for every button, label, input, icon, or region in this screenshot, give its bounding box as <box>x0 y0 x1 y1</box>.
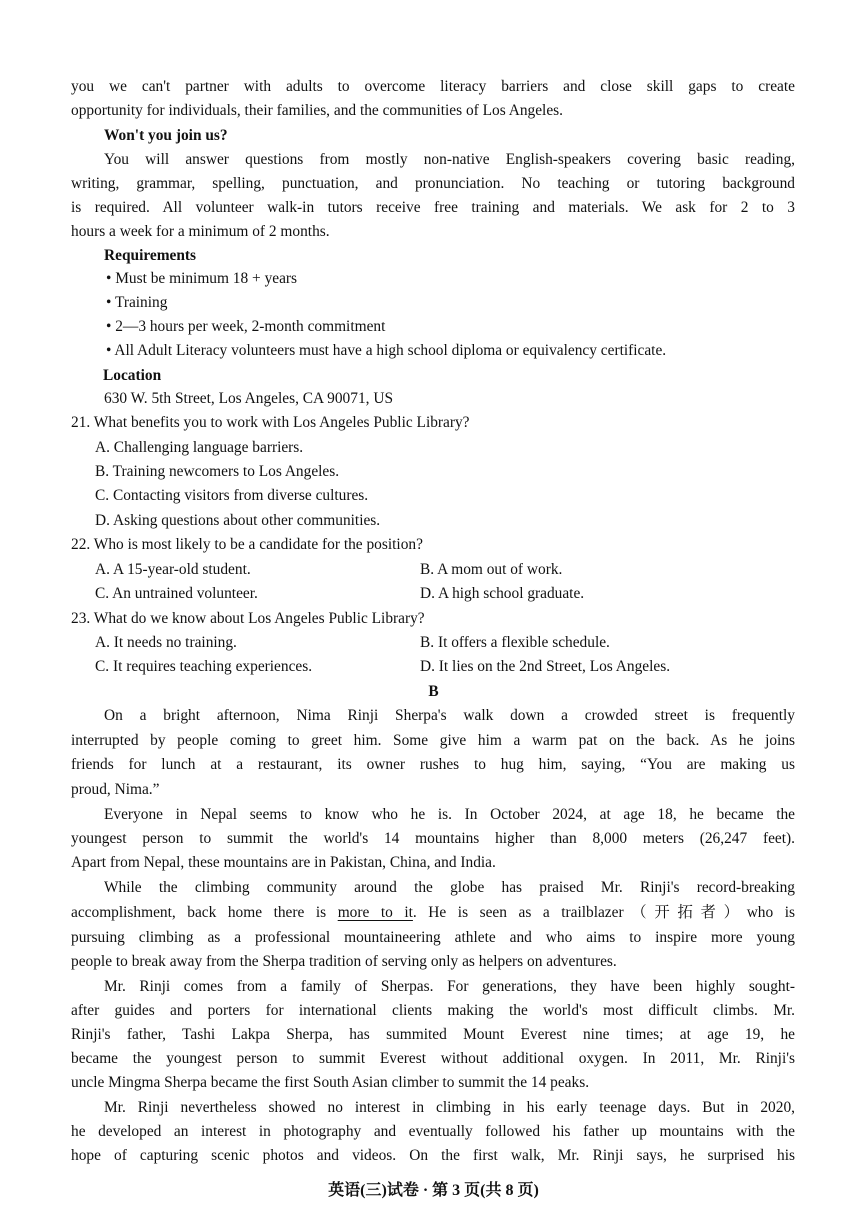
requirement-item: • Training <box>106 294 168 311</box>
join-paragraph-line: writing, grammar, spelling, punctuation, and pronunciation. No teaching or tutoring background <box>71 175 795 192</box>
question-stem: 22. Who is most likely to be a candidate for the position? <box>71 536 423 553</box>
passage-line: hope of capturing scenic photos and videos. On the first walk, Mr. Rinji says, he surprised his <box>71 1147 795 1164</box>
passage-text: accomplishment, back home there is <box>71 904 338 921</box>
requirement-item: • All Adult Literacy volunteers must have a high school diploma or equivalency certificate. <box>106 342 667 359</box>
passage-line <box>71 903 795 923</box>
intro-line: opportunity for individuals, their families, and the communities of Los Angeles. <box>71 102 563 119</box>
passage-line: Everyone in Nepal seems to know who he is. In October 2024, at age 18, he became the <box>104 806 795 823</box>
passage-line: uncle Mingma Sherpa became the first South Asian climber to summit the 14 peaks. <box>71 1074 590 1091</box>
requirement-item: • Must be minimum 18 + years <box>106 270 298 287</box>
passage-line: While the climbing community around the globe has praised Mr. Rinji's record-breaking <box>104 879 795 896</box>
passage-line: interrupted by people coming to greet him. Some give him a warm pat on the back. As he joins <box>71 732 795 749</box>
question-option: B. Training newcomers to Los Angeles. <box>95 463 340 480</box>
join-heading: Won't you join us? <box>104 127 228 144</box>
requirement-item: • 2—3 hours per week, 2-month commitment <box>106 318 386 335</box>
passage-line: he developed an interest in photography and eventually followed his father up mountains with the <box>71 1123 795 1140</box>
page-footer: 英语(三)试卷 · 第 3 页(共 8 页) <box>328 1182 539 1199</box>
question-option: A. Challenging language barriers. <box>95 439 304 456</box>
passage-line: friends for lunch at a restaurant, its owner rushes to hug him, saying, “You are making us <box>71 756 795 773</box>
question-option: A. A 15-year-old student. <box>95 561 251 578</box>
passage-line: became the youngest person to summit Everest without additional oxygen. In 2011, Mr. Rinji's <box>71 1050 795 1067</box>
section-label: B <box>428 683 439 700</box>
intro-line: you we can't partner with adults to overcome literacy barriers and close skill gaps to create <box>71 78 795 95</box>
passage-line: after guides and porters for international clients making the world's most difficult climbs. Mr. <box>71 1002 795 1019</box>
passage-line: youngest person to summit the world's 14 mountains higher than 8,000 meters (26,247 feet). <box>71 830 795 847</box>
passage-text: . He is seen as a trailblazer（开拓者）who is <box>412 904 795 921</box>
question-option: D. Asking questions about other communities. <box>95 512 381 529</box>
passage-line: proud, Nima.” <box>71 781 160 798</box>
passage-line: Mr. Rinji nevertheless showed no interest in climbing in his early teenage days. But in 2020, <box>104 1099 795 1116</box>
requirements-heading: Requirements <box>104 247 197 264</box>
question-option: D. A high school graduate. <box>420 585 585 602</box>
question-option: C. An untrained volunteer. <box>95 585 258 602</box>
location-heading: Location <box>103 367 162 384</box>
passage-line: pursuing climbing as a professional mountaineering athlete and who aims to inspire more young <box>71 929 795 946</box>
passage-line: On a bright afternoon, Nima Rinji Sherpa's walk down a crowded street is frequently <box>104 707 795 724</box>
question-option: C. Contacting visitors from diverse cultures. <box>95 487 369 504</box>
passage-line: people to break away from the Sherpa tradition of serving only as helpers on adventures. <box>71 953 617 970</box>
location-address: 630 W. 5th Street, Los Angeles, CA 90071, US <box>104 390 394 407</box>
question-option: C. It requires teaching experiences. <box>95 658 313 675</box>
passage-line: Rinji's father, Tashi Lakpa Sherpa, has summited Mount Everest nine times; at age 19, he <box>71 1026 795 1043</box>
join-paragraph-line: You will answer questions from mostly non-native English-speakers covering basic reading, <box>104 151 795 168</box>
passage-line: Apart from Nepal, these mountains are in Pakistan, China, and India. <box>71 854 496 871</box>
join-paragraph-line: is required. All volunteer walk-in tutors receive free training and materials. We ask for 2 to 3 <box>71 199 795 216</box>
underlined-phrase: more to it <box>337 904 413 921</box>
question-option: B. A mom out of work. <box>420 561 563 578</box>
question-stem: 23. What do we know about Los Angeles Public Library? <box>71 610 425 627</box>
join-paragraph-line: hours a week for a minimum of 2 months. <box>71 223 330 240</box>
question-option: B. It offers a flexible schedule. <box>420 634 610 651</box>
question-stem: 21. What benefits you to work with Los Angeles Public Library? <box>71 414 470 431</box>
question-option: D. It lies on the 2nd Street, Los Angeles. <box>420 658 671 675</box>
question-option: A. It needs no training. <box>95 634 237 651</box>
passage-line: Mr. Rinji comes from a family of Sherpas. For generations, they have been highly sought- <box>104 978 795 995</box>
